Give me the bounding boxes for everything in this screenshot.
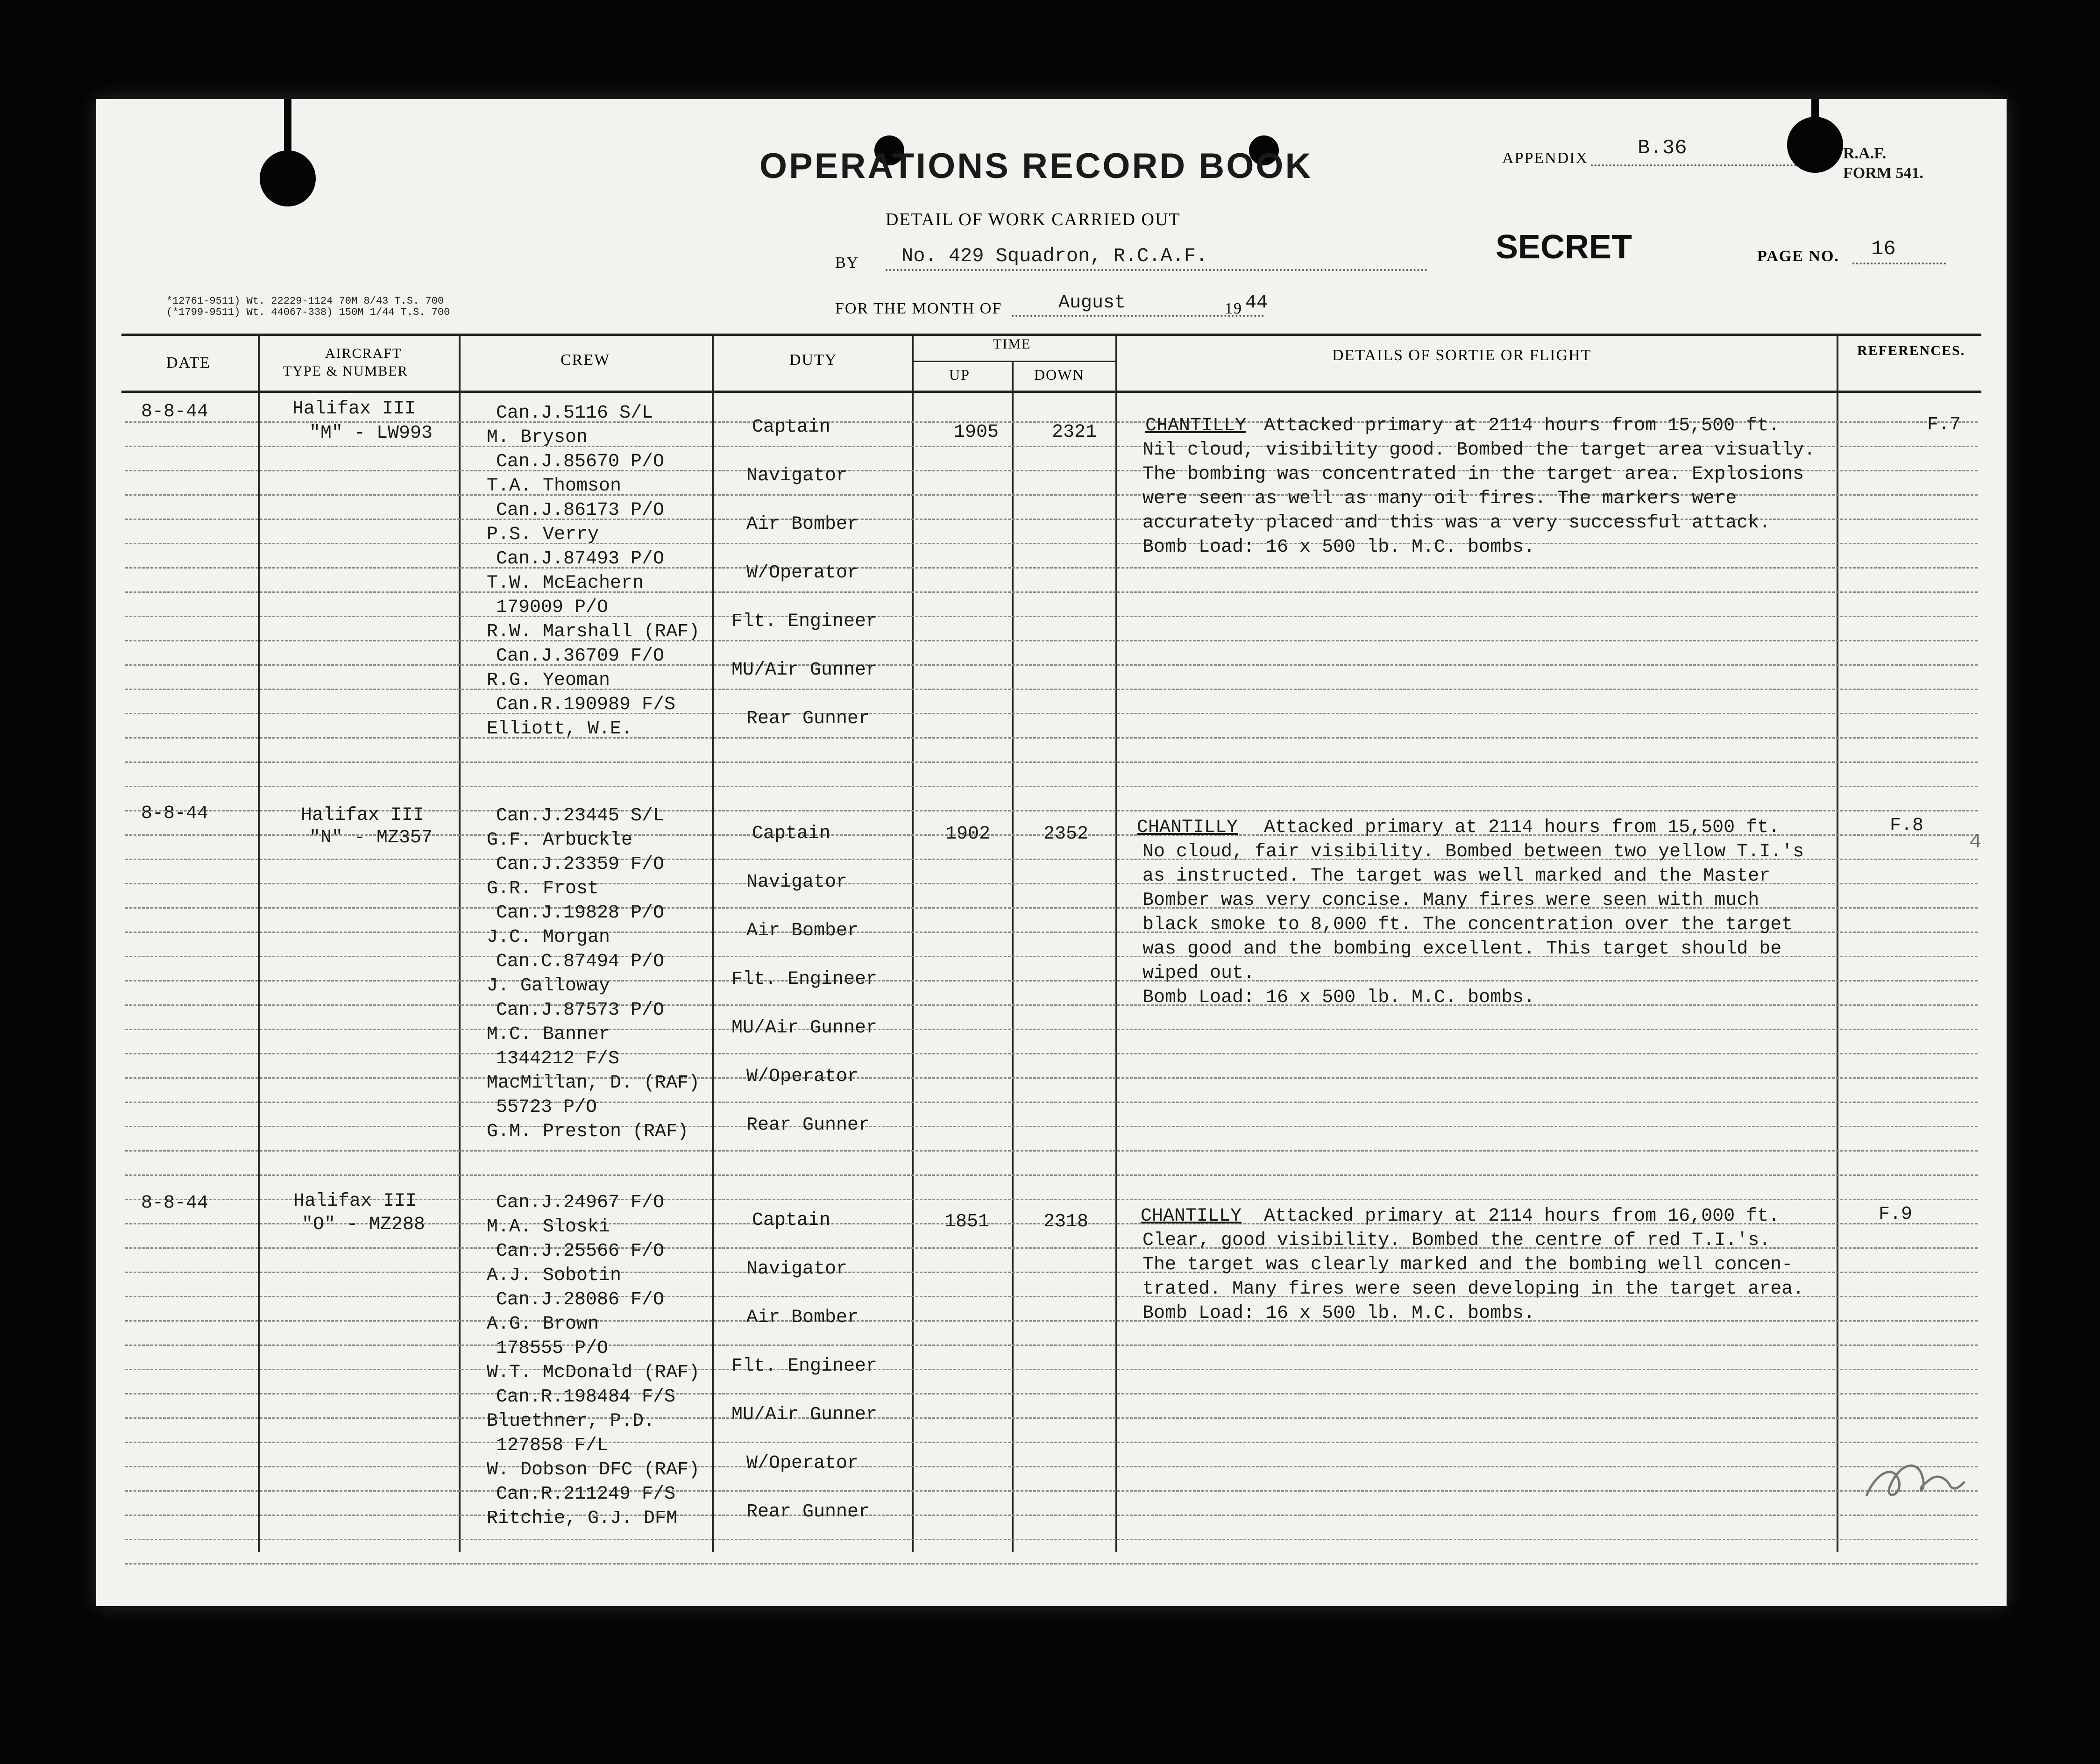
crew-line: Can.R.198484 F/S [496, 1387, 676, 1408]
ruled-line [125, 737, 1978, 739]
crew-line: A.J. Sobotin [487, 1265, 622, 1286]
duty-line: W/Operator [746, 1453, 859, 1474]
detail-line: Bomb Load: 16 x 500 lb. M.C. bombs. [1142, 987, 1535, 1008]
ruled-line [125, 1053, 1978, 1054]
crew-line: T.A. Thomson [487, 476, 622, 497]
crew-line: W. Dobson DFC (RAF) [487, 1459, 700, 1480]
col-header-duty: DUTY [789, 351, 837, 369]
sortie-date: 8-8-44 [141, 401, 209, 422]
month-value: August [1058, 292, 1126, 313]
time-down: 2321 [1052, 422, 1097, 443]
detail-line: Clear, good visibility. Bombed the centre of red T.I.'s. [1142, 1230, 1771, 1251]
col-header-aircraft-1: AIRCRAFT [325, 346, 402, 361]
detail-line: accurately placed and this was a very successful attack. [1142, 512, 1771, 533]
ruled-line [125, 1174, 1978, 1176]
page-subtitle: DETAIL OF WORK CARRIED OUT [886, 210, 1181, 229]
target-name: CHANTILLY [1145, 415, 1247, 436]
ruled-line [125, 1515, 1978, 1516]
ruled-line [125, 1029, 1978, 1030]
detail-line: wiped out. [1142, 963, 1255, 984]
detail-line: Nil cloud, visibility good. Bombed the target area visually. [1142, 440, 1816, 461]
detail-line: No cloud, fair visibility. Bombed between two yellow T.I.'s [1142, 841, 1804, 862]
ruled-line [125, 1369, 1978, 1370]
time-split-rule [912, 361, 1117, 362]
crew-line: G.M. Preston (RAF) [487, 1121, 689, 1142]
detail-line: Attacked primary at 2114 hours from 15,500 ft. [1264, 817, 1780, 838]
ruled-line [125, 1320, 1978, 1322]
col-header-aircraft-2: TYPE & NUMBER [283, 363, 408, 379]
appendix-line [1591, 164, 1796, 166]
col-header-time: TIME [993, 336, 1031, 352]
aircraft-number: "N" - MZ357 [309, 827, 433, 848]
detail-line: Bomber was very concise. Many fires were seen with much [1142, 890, 1759, 911]
crew-line: M. Bryson [487, 427, 588, 448]
duty-line: Air Bomber [746, 514, 859, 535]
crew-line: Can.R.211249 F/S [496, 1484, 676, 1505]
ruled-line [125, 713, 1978, 714]
time-down: 2352 [1043, 824, 1089, 845]
crew-line: Elliott, W.E. [487, 718, 633, 740]
ruled-line [125, 980, 1978, 982]
crew-line: Can.J.23359 F/O [496, 854, 665, 875]
duty-line: MU/Air Gunner [731, 660, 878, 681]
crew-line: 127858 F/L [496, 1435, 609, 1456]
month-label: FOR THE MONTH OF [835, 300, 1002, 317]
sortie-date: 8-8-44 [141, 1193, 209, 1214]
ruled-line [125, 567, 1978, 569]
detail-line: Bomb Load: 16 x 500 lb. M.C. bombs. [1142, 1303, 1535, 1324]
squadron-name: No. 429 Squadron, R.C.A.F. [901, 245, 1208, 267]
detail-line: Attacked primary at 2114 hours from 15,500 ft. [1264, 415, 1780, 436]
ruled-line [125, 1539, 1978, 1540]
duty-line: W/Operator [746, 1066, 859, 1087]
ruled-line [125, 1563, 1978, 1565]
appendix-value: B.36 [1638, 136, 1687, 160]
duty-line: Flt. Engineer [731, 1356, 878, 1377]
ruled-line [125, 786, 1978, 787]
crew-line: Can.J.24967 F/O [496, 1192, 665, 1213]
ruled-line [125, 1004, 1978, 1006]
time-up: 1851 [944, 1211, 990, 1232]
ruled-line [125, 1393, 1978, 1394]
time-up: 1905 [954, 422, 999, 443]
ruled-line [125, 664, 1978, 666]
crew-line: Can.J.36709 F/O [496, 646, 665, 667]
crew-line: 1344212 F/S [496, 1048, 620, 1069]
duty-line: Flt. Engineer [731, 969, 878, 990]
crew-line: Can.J.5116 S/L [496, 403, 653, 424]
record-sheet [96, 99, 2007, 1606]
crew-line: R.G. Yeoman [487, 670, 610, 691]
crew-line: G.F. Arbuckle [487, 830, 633, 851]
crew-line: MacMillan, D. (RAF) [487, 1073, 700, 1094]
ruled-line [125, 640, 1978, 641]
page-number-label: PAGE NO. [1757, 248, 1839, 265]
duty-line: MU/Air Gunner [731, 1017, 878, 1038]
ruled-line [125, 1417, 1978, 1419]
crew-line: J. Galloway [487, 975, 610, 996]
time-up: 1902 [945, 824, 991, 845]
reference: F.8 [1890, 815, 1924, 836]
ruled-line [125, 1490, 1978, 1492]
secret-stamp: SECRET [1496, 228, 1632, 266]
sortie-date: 8-8-44 [141, 803, 209, 824]
crew-line: Can.J.23445 S/L [496, 805, 665, 826]
crew-line: Can.R.190989 F/S [496, 694, 676, 715]
initials-signature [1857, 1444, 1969, 1510]
detail-line: Attacked primary at 2114 hours from 16,000 ft. [1264, 1206, 1780, 1227]
margin-note: 4 [1969, 831, 1982, 854]
ruled-line [125, 1442, 1978, 1443]
col-header-crew: CREW [560, 351, 610, 369]
crew-line: Can.J.87573 P/O [496, 1000, 665, 1021]
by-label: BY [835, 254, 859, 271]
crew-line: G.R. Frost [487, 878, 599, 899]
aircraft-type: Halifax III [292, 398, 416, 420]
crew-line: R.W. Marshall (RAF) [487, 621, 700, 642]
table-top-rule [121, 334, 1981, 336]
duty-line: Captain [752, 823, 831, 844]
print-code-2: (*1799-9511) Wt. 44067-338) 150M 1/44 T.S. 700 [166, 306, 450, 318]
detail-line: were seen as well as many oil fires. The markers were [1142, 488, 1737, 509]
crew-line: Can.J.28086 F/O [496, 1289, 665, 1310]
crew-line: A.G. Brown [487, 1314, 599, 1335]
appendix-label: APPENDIX [1502, 149, 1589, 167]
detail-line: Bomb Load: 16 x 500 lb. M.C. bombs. [1142, 537, 1535, 558]
crew-line: M.C. Banner [487, 1024, 610, 1045]
page-number: 16 [1871, 237, 1896, 261]
aircraft-type: Halifax III [301, 805, 425, 826]
duty-line: Rear Gunner [746, 708, 870, 729]
crew-line: Can.J.25566 F/O [496, 1241, 665, 1262]
duty-line: Captain [752, 417, 831, 438]
aircraft-number: "M" - LW993 [309, 423, 433, 444]
form-number: FORM 541. [1843, 164, 1923, 182]
duty-line: MU/Air Gunner [731, 1404, 878, 1425]
binder-hole-left [260, 150, 316, 206]
time-down: 2318 [1043, 1211, 1089, 1232]
col-header-date: DATE [166, 354, 211, 371]
duty-line: Navigator [746, 465, 848, 486]
year-value: 44 [1245, 292, 1268, 313]
duty-line: Navigator [746, 1259, 848, 1280]
by-line [886, 269, 1427, 271]
crew-line: 55723 P/O [496, 1097, 597, 1118]
crew-line: 179009 P/O [496, 597, 609, 618]
duty-line: W/Operator [746, 562, 859, 583]
crew-line: Can.C.87494 P/O [496, 951, 665, 972]
page-number-line [1852, 263, 1946, 264]
crew-line: J.C. Morgan [487, 927, 610, 948]
target-name: CHANTILLY [1137, 817, 1238, 838]
ruled-line [125, 591, 1978, 593]
crew-line: Ritchie, G.J. DFM [487, 1508, 678, 1529]
detail-line: was good and the bombing excellent. This target should be [1142, 939, 1782, 960]
crew-line: P.S. Verry [487, 524, 599, 545]
reference: F.9 [1879, 1204, 1913, 1225]
col-header-up: UP [949, 366, 970, 383]
target-name: CHANTILLY [1141, 1206, 1242, 1227]
aircraft-type: Halifax III [293, 1191, 417, 1212]
ruled-line [125, 543, 1978, 544]
col-header-details: DETAILS OF SORTIE OR FLIGHT [1332, 347, 1592, 364]
duty-line: Air Bomber [746, 920, 859, 941]
duty-line: Rear Gunner [746, 1115, 870, 1136]
col-header-references: REFERENCES. [1857, 343, 1965, 358]
ruled-line [125, 616, 1978, 617]
duty-line: Flt. Engineer [731, 611, 878, 632]
ruled-line [125, 1102, 1978, 1103]
ruled-line [125, 1077, 1978, 1079]
crew-line: Can.J.87493 P/O [496, 548, 665, 569]
ruled-line [125, 761, 1978, 763]
col-header-down: DOWN [1034, 366, 1085, 383]
ruled-line [125, 1150, 1978, 1152]
detail-line: trated. Many fires were seen developing in the target area. [1142, 1279, 1804, 1300]
detail-line: The bombing was concentrated in the target area. Explosions [1142, 464, 1804, 485]
duty-line: Air Bomber [746, 1307, 859, 1328]
reference: F.7 [1927, 414, 1961, 435]
ruled-line [125, 1466, 1978, 1467]
crew-line: T.W. McEachern [487, 573, 644, 594]
duty-line: Captain [752, 1210, 831, 1231]
detail-line: The target was clearly marked and the bombing well concen- [1142, 1254, 1793, 1275]
ruled-line [125, 1126, 1978, 1127]
ruled-line [125, 1344, 1978, 1346]
detail-line: black smoke to 8,000 ft. The concentration over the target [1142, 914, 1793, 935]
crew-line: Bluethner, P.D. [487, 1411, 655, 1432]
duty-line: Navigator [746, 872, 848, 893]
crew-line: 178555 P/O [496, 1338, 609, 1359]
crew-line: M.A. Sloski [487, 1216, 610, 1238]
year-prefix: 19 [1225, 300, 1242, 317]
print-code-1: *12761-9511) Wt. 22229-1124 70M 8/43 T.S. 700 [166, 295, 444, 307]
duty-line: Rear Gunner [746, 1501, 870, 1522]
crew-line: Can.J.19828 P/O [496, 903, 665, 924]
aircraft-number: "O" - MZ288 [302, 1214, 426, 1235]
form-label: R.A.F. [1843, 145, 1887, 162]
detail-line: as instructed. The target was well marked and the Master [1142, 866, 1771, 887]
crew-line: Can.J.86173 P/O [496, 500, 665, 521]
table-header-rule [121, 391, 1981, 393]
page-title: OPERATIONS RECORD BOOK [759, 146, 1313, 186]
ruled-line [125, 689, 1978, 690]
crew-line: W.T. McDonald (RAF) [487, 1362, 700, 1383]
crew-line: Can.J.85670 P/O [496, 451, 665, 472]
